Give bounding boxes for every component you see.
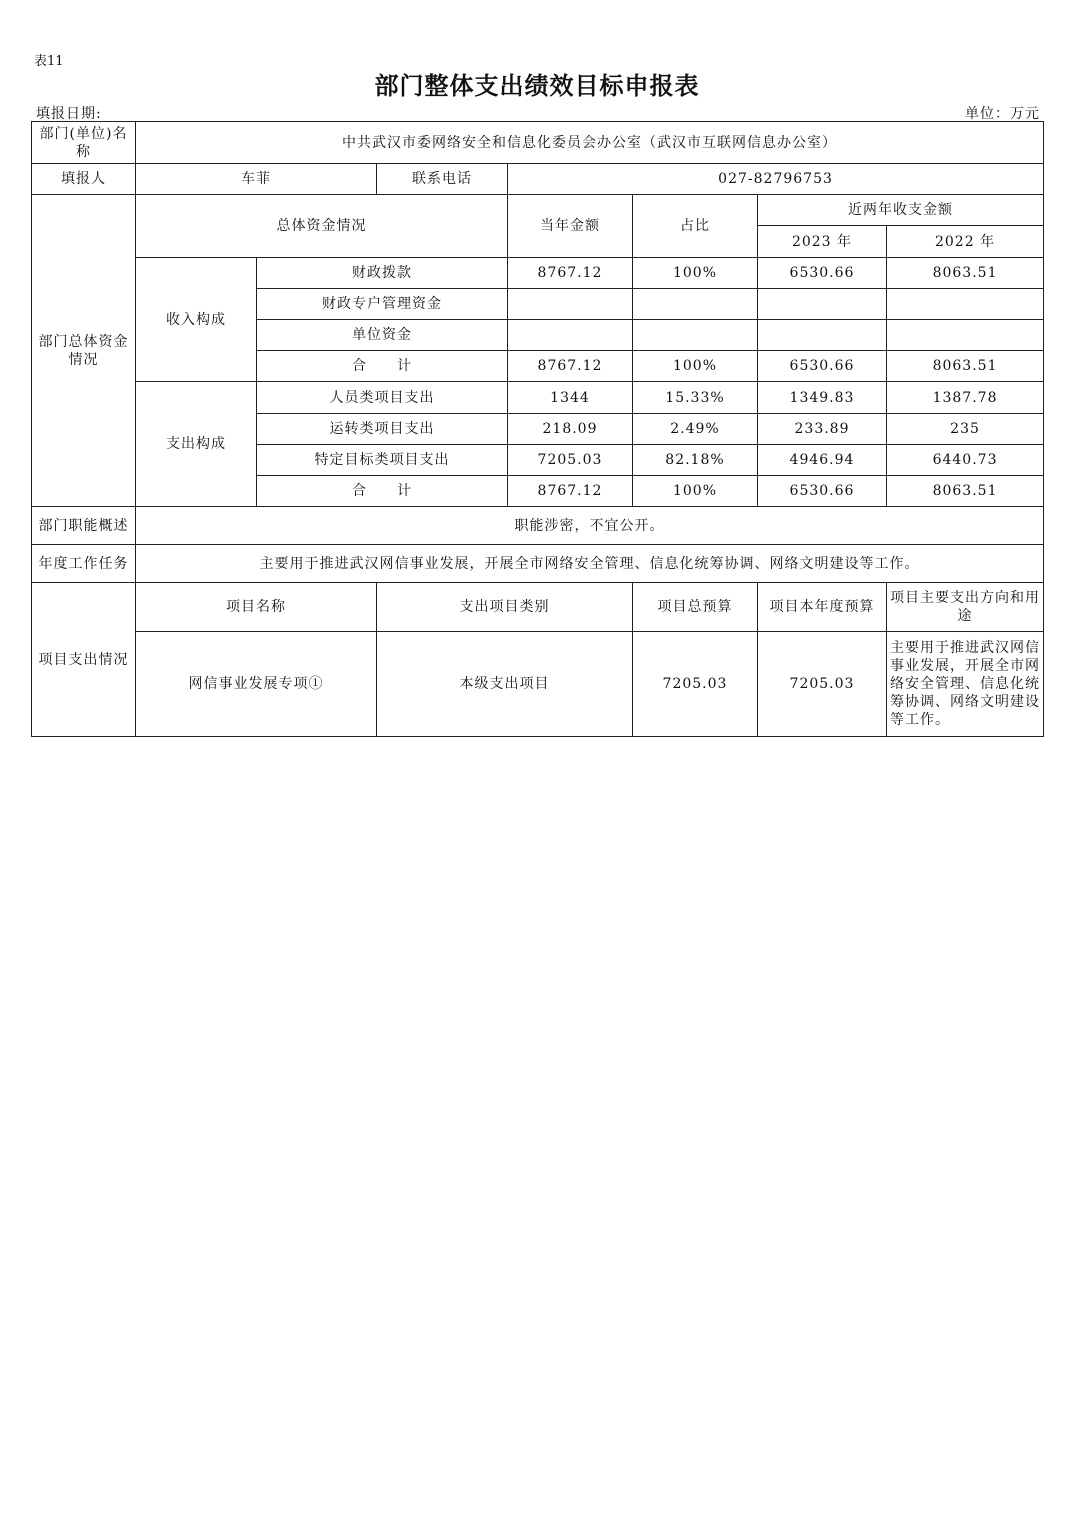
- cell-amount: [508, 320, 633, 351]
- cell-year-2023: 6530.66: [758, 258, 887, 289]
- performance-target-table: [31, 121, 1044, 737]
- cell-amount: 8767.12: [508, 476, 633, 507]
- table-row: [32, 382, 1044, 414]
- cell-ratio: [633, 289, 758, 320]
- cell-year-2022: [887, 320, 1044, 351]
- cell-amount: 7205.03: [508, 445, 633, 476]
- col-header-purpose: 项目主要支出方向和用途: [887, 583, 1044, 632]
- expense-group-label: 支出构成: [136, 382, 257, 507]
- cell-year-2023: 6530.66: [758, 476, 887, 507]
- annual-task-label: 年度工作任务: [32, 545, 136, 583]
- col-header-ratio: 占比: [633, 195, 758, 258]
- unit-label: 单位：万元: [965, 106, 1040, 122]
- cell-ratio: 100%: [633, 351, 758, 382]
- dept-name-value: 中共武汉市委网络安全和信息化委员会办公室（武汉市互联网信息办公室）: [136, 122, 1044, 164]
- reporter-name: 车菲: [136, 164, 377, 195]
- annual-task-text: 主要用于推进武汉网信事业发展，开展全市网络安全管理、信息化统筹协调、网络文明建设等工作。: [136, 545, 1044, 583]
- document-title: 部门整体支出绩效目标申报表: [374, 71, 700, 100]
- col-header-project-name: 项目名称: [136, 583, 377, 632]
- row-label: 合 计: [257, 351, 508, 382]
- function-text: 职能涉密，不宜公开。: [136, 507, 1044, 545]
- cell-year-2022: 8063.51: [887, 258, 1044, 289]
- funds-section-label: 部门总体资金情况: [32, 195, 136, 507]
- cell-ratio: 15.33%: [633, 382, 758, 414]
- row-label: 人员类项目支出: [257, 382, 508, 414]
- cell-ratio: 2.49%: [633, 414, 758, 445]
- cell-amount: 218.09: [508, 414, 633, 445]
- project-category: 本级支出项目: [377, 632, 633, 737]
- cell-year-2022: 1387.78: [887, 382, 1044, 414]
- cell-year-2023: 233.89: [758, 414, 887, 445]
- projects-label: 项目支出情况: [32, 583, 136, 737]
- cell-year-2023: 6530.66: [758, 351, 887, 382]
- dept-name-label: 部门(单位)名称: [32, 122, 136, 164]
- col-header-year-2022: 2022 年: [887, 226, 1044, 258]
- project-purpose: [887, 632, 1044, 737]
- cell-year-2022: 235: [887, 414, 1044, 445]
- cell-year-2023: [758, 320, 887, 351]
- row-label: 运转类项目支出: [257, 414, 508, 445]
- overall-funds-header: 总体资金情况: [136, 195, 508, 258]
- cell-year-2022: [887, 289, 1044, 320]
- col-header-amount: 当年金额: [508, 195, 633, 258]
- project-purpose-text: 主要用于推进武汉网信事业发展，开展全市网络安全管理、信息化统筹协调、网络文明建设等工作。: [890, 640, 1040, 728]
- income-group-label: 收入构成: [136, 258, 257, 382]
- row-label: 单位资金: [257, 320, 508, 351]
- project-name: 网信事业发展专项①: [136, 632, 377, 737]
- cell-year-2023: 4946.94: [758, 445, 887, 476]
- cell-amount: 1344: [508, 382, 633, 414]
- project-annual-budget: 7205.03: [758, 632, 887, 737]
- col-header-recent-years: 近两年收支金额: [758, 195, 1044, 226]
- row-label: 财政拨款: [257, 258, 508, 289]
- cell-year-2022: 8063.51: [887, 351, 1044, 382]
- cell-year-2023: [758, 289, 887, 320]
- col-header-project-category: 支出项目类别: [377, 583, 633, 632]
- table-row: [32, 632, 1044, 737]
- phone-value: 027-82796753: [508, 164, 1044, 195]
- fill-date-label: 填报日期:: [36, 106, 102, 122]
- table-number: 表11: [34, 54, 64, 69]
- cell-year-2023: 1349.83: [758, 382, 887, 414]
- cell-ratio: [633, 320, 758, 351]
- cell-ratio: 100%: [633, 476, 758, 507]
- function-label: 部门职能概述: [32, 507, 136, 545]
- cell-year-2022: 8063.51: [887, 476, 1044, 507]
- phone-label: 联系电话: [377, 164, 508, 195]
- row-label: 合 计: [257, 476, 508, 507]
- row-label: 特定目标类项目支出: [257, 445, 508, 476]
- reporter-label: 填报人: [32, 164, 136, 195]
- cell-amount: 8767.12: [508, 258, 633, 289]
- cell-ratio: 100%: [633, 258, 758, 289]
- col-header-year-2023: 2023 年: [758, 226, 887, 258]
- row-label: 财政专户管理资金: [257, 289, 508, 320]
- cell-year-2022: 6440.73: [887, 445, 1044, 476]
- cell-amount: [508, 289, 633, 320]
- cell-ratio: 82.18%: [633, 445, 758, 476]
- table-row: [32, 258, 1044, 289]
- project-total-budget: 7205.03: [633, 632, 758, 737]
- col-header-total-budget: 项目总预算: [633, 583, 758, 632]
- col-header-annual-budget: 项目本年度预算: [758, 583, 887, 632]
- cell-amount: 8767.12: [508, 351, 633, 382]
